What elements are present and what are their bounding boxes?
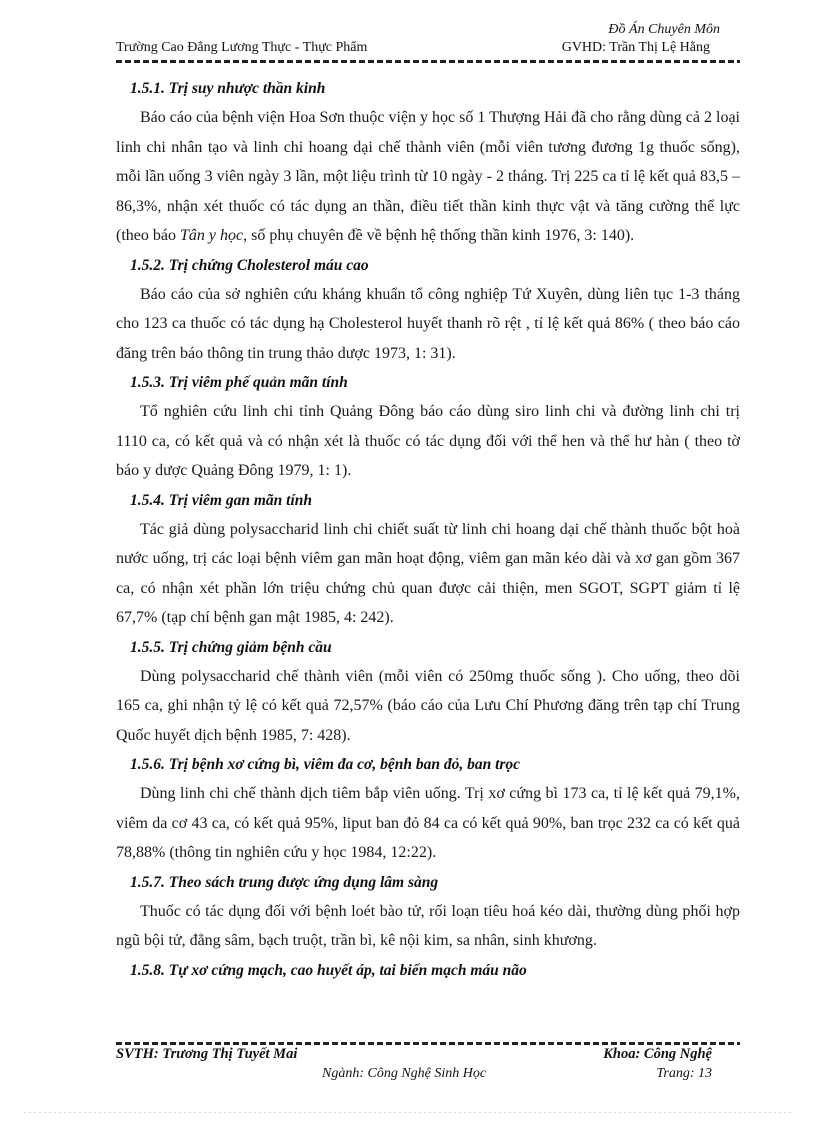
section-paragraph-1-5-5: Dùng polysaccharid chế thành viên (mỗi viên có 250mg thuốc sống ). Cho uống, theo dõi 165 ca, ghi nhận tỷ lệ có kết quả 72,57% (báo cáo của Lưu Chí Phương đăng trên tạp chí Trung Quốc huyết dịch bệnh 1985, 7: 428). [116,667,740,744]
section-heading-1-5-8: 1.5.8. Tự xơ cứng mạch, cao huyết áp, tai biến mạch máu não [130,961,527,979]
document-type: Đồ Án Chuyên Môn [608,22,720,37]
section-paragraph-1-5-6: Dùng linh chi chế thành dịch tiêm bắp viên uống. Trị xơ cứng bì 173 ca, tỉ lệ kết quả 79,1%, viêm da cơ 43 ca, có kết quả 95%, liput ban đỏ 84 ca có kết quả 90%, ban trọc 232 ca có kết quả 78,88% (thông tin nghiên cứu y học 1984, 12:22). [116,785,740,861]
paragraph-text: , số phụ chuyên đề về bệnh hệ thống thần kinh 1976, 3: 140). [243,227,635,244]
section-heading-1-5-1: 1.5.1. Trị suy nhược thần kinh [130,80,326,97]
journal-title: Tân y học [179,227,244,244]
advisor-name: GVHD: Trần Thị Lệ Hằng [561,40,710,55]
page-body [116,74,740,985]
section-paragraph-1-5-7: Thuốc có tác dụng đối với bệnh loét bào tử, rối loạn tiêu hoá kéo dài, thường dùng phối hợp ngũ bội tử, đẳng sâm, bạch truột, trần bì, kê nội kim, sa nhân, sinh khương. [116,902,740,949]
section-paragraph-1-5-4: Tác giả dùng polysaccharid linh chi chiết suất từ linh chi hoang dại chế thành thuốc bột hoà nước uống, trị các loại bệnh viêm gan mãn hoạt động, viêm gan mãn kéo dài và xơ gan gồm 367 ca, có nhận xét phần lớn triệu chứng chủ quan được cải thiện, men SGOT, SGPT giảm tỉ lệ 67,7% (tạp chí bệnh gan mật 1985, 4: 242). [116,520,740,626]
page-number: Trang: 13 [656,1066,712,1081]
major-name: Ngành: Công Nghệ Sinh Học [322,1066,487,1081]
section-heading-1-5-5: 1.5.5. Trị chứng giảm bệnh cầu [130,638,332,656]
footer-divider [116,1042,740,1045]
header-divider [116,60,740,63]
section-heading-1-5-3: 1.5.3. Trị viêm phế quản mãn tính [130,374,348,391]
section-paragraph-1-5-1 [116,103,740,251]
page-header [116,22,720,62]
section-heading-1-5-6: 1.5.6. Trị bệnh xơ cứng bì, viêm đa cơ, bệnh ban đỏ, ban trọc [130,756,521,773]
section-paragraph-1-5-3: Tổ nghiên cứu linh chi tỉnh Quảng Đông báo cáo dùng siro linh chi và đường linh chi trị 1110 ca, có kết quả và có nhận xét là thuốc có tác dụng đối với thể hen và thể hư hàn ( theo tờ báo y dược Quảng Đông 1979, 1: 1). [116,403,740,479]
page-edge [24,1112,792,1113]
paragraph-text: Báo cáo của bệnh viện Hoa Sơn thuộc viện y học số 1 Thượng Hải đã cho rằng dùng cả 2 loại linh chi nhân tạo và linh chi hoang dại chế thành viên (mỗi viên tương đương 1g thuốc sống), mỗi lần uống 3 viên ngày 3 lần, một liệu trình từ 10 ngày - 2 tháng. Trị 225 ca tỉ lệ kết quả 83,5 – 86,3%, nhận xét thuốc có tác dụng an thần, điều tiết thần kinh thực vật và tăng cường thể lực (theo báo [116,109,740,244]
section-heading-1-5-2: 1.5.2. Trị chứng Cholesterol máu cao [130,256,369,274]
section-heading-1-5-7: 1.5.7. Theo sách trung được ứng dụng lâm sàng [130,873,439,891]
section-heading-1-5-4: 1.5.4. Trị viêm gan mãn tính [130,491,313,509]
faculty-name: Khoa: Công Nghệ [603,1046,712,1062]
school-name: Trường Cao Đẳng Lương Thực - Thực Phẩm [116,40,368,55]
page-footer [116,1046,740,1086]
section-paragraph-1-5-2: Báo cáo của sở nghiên cứu kháng khuẩn tổ công nghiệp Tứ Xuyên, dùng liên tục 1-3 tháng cho 123 ca thuốc có tác dụng hạ Cholesterol huyết thanh rõ rệt , tỉ lệ kết quả 86% ( theo báo cáo đăng trên báo thông tin trung thảo dược 1973, 1: 31). [116,285,740,362]
student-name: SVTH: Trương Thị Tuyết Mai [116,1046,298,1062]
